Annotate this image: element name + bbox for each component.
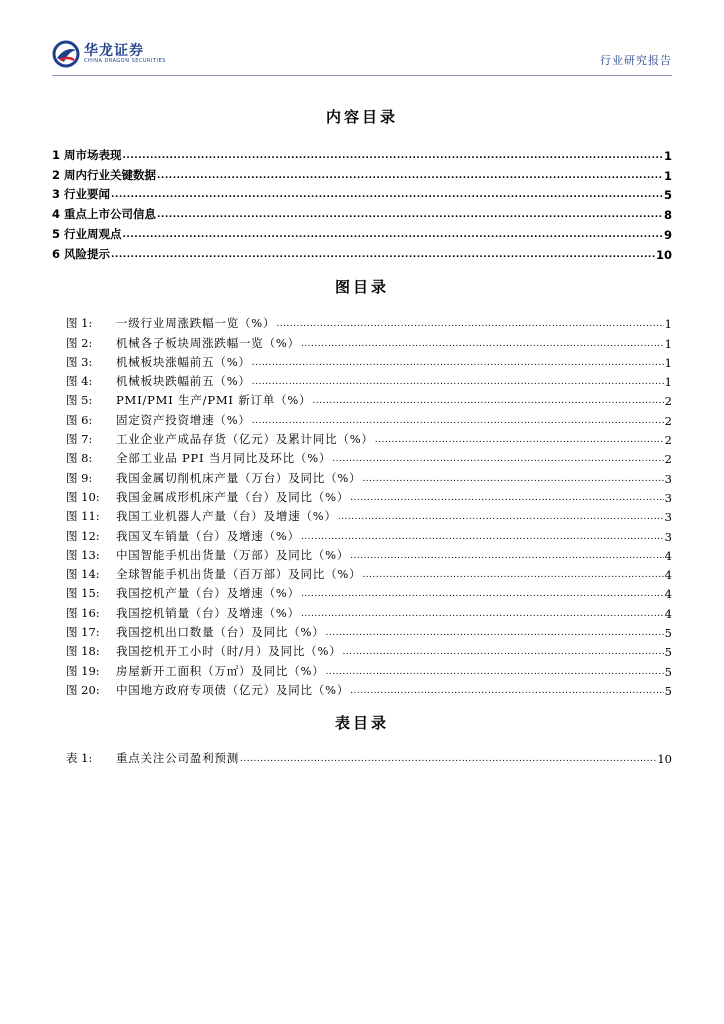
entry-page: 1 (663, 168, 672, 183)
table-caption: 重点关注公司盈利预测 (116, 751, 239, 766)
dot-leader (111, 188, 663, 202)
figure-caption: 我国工业机器人产量（台）及增速（%） (116, 509, 337, 524)
dot-leader (301, 337, 664, 351)
entry-label: 5 行业周观点 (52, 226, 122, 241)
logo-text: 华龙证券 (84, 43, 144, 59)
figure-entry[interactable] (66, 544, 672, 563)
figure-entry[interactable] (66, 621, 672, 640)
dot-leader (123, 228, 663, 242)
table-entry[interactable] (66, 747, 672, 766)
entry-page: 3 (664, 510, 672, 525)
figure-number: 图 16: (66, 605, 100, 620)
figure-caption: 中国地方政府专项债（亿元）及同比（%） (116, 682, 350, 697)
dot-leader (350, 549, 664, 563)
figure-caption: 机械各子板块周涨跌幅一览（%） (116, 335, 300, 350)
dot-leader (252, 356, 664, 370)
figures-title: 图目录 (334, 278, 389, 296)
dot-leader (252, 414, 664, 428)
entry-page: 1 (663, 148, 672, 163)
figure-number: 图 10: (66, 489, 100, 504)
figure-number: 图 2: (66, 335, 93, 350)
contents-entry[interactable] (52, 202, 672, 222)
dot-leader (157, 208, 663, 222)
entry-page: 4 (664, 606, 672, 621)
figure-entry[interactable] (66, 370, 672, 389)
dot-leader (301, 587, 664, 601)
entry-label: 1 周市场表现 (52, 147, 122, 162)
entry-page: 4 (664, 587, 672, 602)
entry-page: 1 (664, 375, 672, 390)
entry-page: 3 (664, 490, 672, 505)
figure-entry[interactable] (66, 312, 672, 331)
entry-label: 3 行业要闻 (52, 187, 111, 202)
figure-number: 图 11: (66, 509, 100, 524)
dot-leader (240, 752, 656, 766)
figure-number: 图 7: (66, 432, 93, 447)
figure-entry[interactable] (66, 679, 672, 698)
figure-caption: 固定资产投资增速（%） (116, 412, 251, 427)
entry-page: 2 (664, 413, 672, 428)
entry-page: 4 (664, 568, 672, 583)
figure-caption: 一级行业周涨跌幅一览（%） (116, 316, 276, 331)
figure-number: 图 5: (66, 393, 93, 408)
entry-page: 2 (664, 394, 672, 409)
dot-leader (343, 645, 664, 659)
figure-number: 图 15: (66, 586, 100, 601)
figure-number: 图 14: (66, 567, 100, 582)
figure-entry[interactable] (66, 428, 672, 447)
figures-list (66, 312, 672, 698)
logo-subtext: CHINA DRAGON SECURITIES (84, 58, 166, 64)
figure-number: 图 4: (66, 374, 93, 389)
figure-entry[interactable] (66, 466, 672, 485)
dot-leader (123, 149, 663, 163)
contents-entry[interactable] (52, 183, 672, 203)
entry-page: 8 (663, 208, 672, 223)
figure-entry[interactable] (66, 659, 672, 678)
figure-number: 图 8: (66, 451, 93, 466)
entry-page: 10 (657, 752, 672, 767)
figure-entry[interactable] (66, 563, 672, 582)
figure-number: 图 1: (66, 316, 93, 331)
figure-caption: 我国叉车销量（台）及增速（%） (116, 528, 300, 543)
dot-leader (350, 684, 664, 698)
figure-caption: 机械板块涨幅前五（%） (116, 354, 251, 369)
figure-caption: 我国挖机出口数量（台）及同比（%） (116, 625, 325, 640)
entry-page: 2 (664, 452, 672, 467)
dot-leader (252, 375, 664, 389)
entry-page: 2 (664, 433, 672, 448)
contents-title: 内容目录 (325, 108, 398, 126)
figure-caption: 中国智能手机出货量（万部）及同比（%） (116, 547, 350, 562)
figure-caption: 我国金属成形机床产量（台）及同比（%） (116, 489, 350, 504)
entry-label: 6 风险提示 (52, 246, 111, 261)
figure-entry[interactable] (66, 351, 672, 370)
figure-entry[interactable] (66, 389, 672, 408)
company-logo (52, 38, 166, 72)
dot-leader (312, 394, 663, 408)
figure-caption: 我国金属切削机床产量（万台）及同比（%） (116, 470, 362, 485)
entry-label: 2 周内行业关键数据 (52, 167, 157, 182)
entry-page: 1 (664, 336, 672, 351)
figure-number: 图 20: (66, 682, 100, 697)
contents-entry[interactable] (52, 163, 672, 183)
figure-caption: 房屋新开工面积（万㎡）及同比（%） (116, 663, 325, 678)
figure-number: 图 3: (66, 354, 93, 369)
figure-caption: 全部工业品 PPI 当月同比及环比（%） (116, 451, 332, 466)
entry-page: 3 (664, 471, 672, 486)
figure-number: 图 13: (66, 547, 100, 562)
figure-caption: 我国挖机产量（台）及增速（%） (116, 586, 300, 601)
contents-list (52, 143, 672, 262)
figure-caption: 全球智能手机出货量（百万部）及同比（%） (116, 567, 362, 582)
figure-entry[interactable] (66, 486, 672, 505)
figure-caption: 我国挖机开工小时（时/月）及同比（%） (116, 644, 342, 659)
dot-leader (350, 491, 664, 505)
dot-leader (338, 510, 664, 524)
dot-leader (301, 530, 664, 544)
figure-number: 图 6: (66, 412, 93, 427)
entry-label: 4 重点上市公司信息 (52, 207, 157, 222)
contents-entry[interactable] (52, 242, 672, 262)
figure-number: 图 17: (66, 625, 100, 640)
dot-leader (362, 568, 663, 582)
dot-leader (362, 472, 663, 486)
figure-entry[interactable] (66, 505, 672, 524)
dot-leader (276, 317, 663, 331)
dot-leader (326, 665, 664, 679)
figure-entry[interactable] (66, 582, 672, 601)
figure-caption: 我国挖机销量（台）及增速（%） (116, 605, 300, 620)
entry-page: 5 (663, 188, 672, 203)
figure-entry[interactable] (66, 601, 672, 620)
figure-entry[interactable] (66, 408, 672, 427)
dragon-logo-icon (52, 40, 80, 68)
contents-entry[interactable] (52, 222, 672, 242)
tables-list (66, 747, 672, 766)
entry-page: 5 (664, 683, 672, 698)
entry-page: 9 (663, 227, 672, 242)
entry-page: 10 (655, 247, 672, 262)
figure-caption: PMI/PMI 生产/PMI 新订单（%） (116, 393, 312, 408)
figure-number: 图 9: (66, 470, 93, 485)
figure-number: 图 18: (66, 644, 100, 659)
entry-page: 3 (664, 529, 672, 544)
figure-caption: 机械板块跌幅前五（%） (116, 374, 251, 389)
entry-page: 5 (664, 626, 672, 641)
dot-leader (326, 626, 664, 640)
report-type: 行业研究报告 (600, 54, 672, 67)
entry-page: 4 (664, 548, 672, 563)
entry-page: 1 (664, 355, 672, 370)
dot-leader (301, 607, 664, 621)
dot-leader (332, 452, 663, 466)
figure-entry[interactable] (66, 331, 672, 350)
table-number: 表 1: (66, 751, 93, 766)
contents-entry[interactable] (52, 143, 672, 163)
tables-title: 表目录 (334, 714, 389, 732)
entry-page: 1 (664, 317, 672, 332)
header-divider (52, 75, 672, 76)
figure-number: 图 19: (66, 663, 100, 678)
entry-page: 5 (664, 664, 672, 679)
figure-caption: 工业企业产成品存货（亿元）及累计同比（%） (116, 432, 374, 447)
dot-leader (157, 169, 663, 183)
dot-leader (375, 433, 664, 447)
figure-entry[interactable] (66, 447, 672, 466)
entry-page: 5 (664, 645, 672, 660)
dot-leader (111, 248, 655, 262)
page-header (52, 38, 672, 74)
figure-entry[interactable] (66, 640, 672, 659)
figure-entry[interactable] (66, 524, 672, 543)
figure-number: 图 12: (66, 528, 100, 543)
